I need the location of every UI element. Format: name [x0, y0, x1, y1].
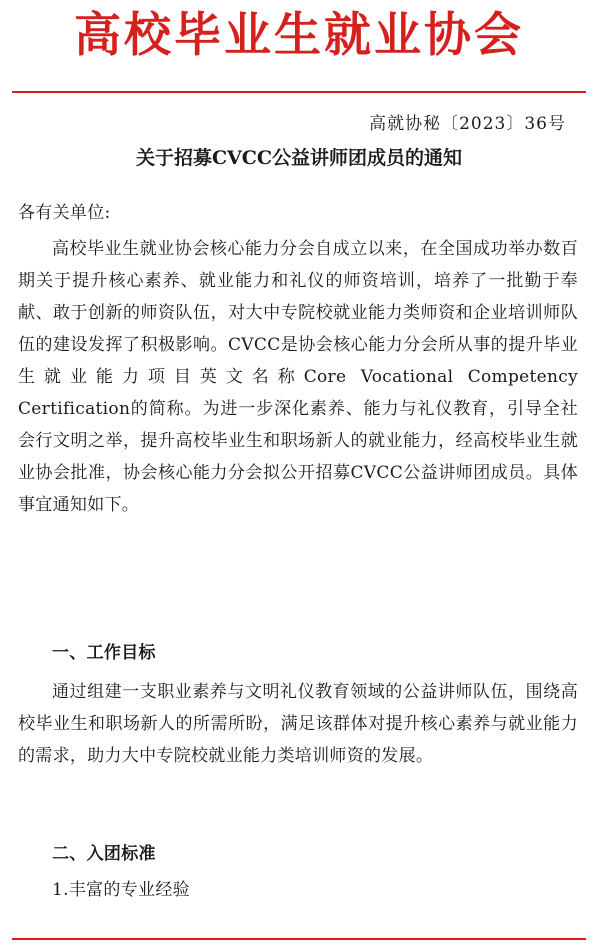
footer-divider	[12, 938, 586, 940]
masthead-divider	[12, 91, 586, 93]
paragraph-intro: 高校毕业生就业协会核心能力分会自成立以来，在全国成功举办数百期关于提升核心素养、就业能力和礼仪的师资培训，培养了一批勤于奉献、敢于创新的师资队伍，对大中专院校就业能力类师资和企业培训师队伍的建设发挥了积极影响。CVCC是协会核心能力分会所从事的提升毕业生就业能力项目英文名称Core Vocational Competency Certification的简称。为进一步深化素养、能力与礼仪教育，引导全社会行文明之举，提升高校毕业生和职场新人的就业能力，经高校毕业生就业协会批准，协会核心能力分会拟公开招募CVCC公益讲师团成员。具体事宜通知如下。	[18, 239, 578, 515]
section-heading-criteria: 二、入团标准	[52, 844, 156, 864]
notice-title: 关于招募CVCC公益讲师团成员的通知	[135, 147, 463, 169]
masthead: 高校毕业生就业协会	[74, 8, 524, 63]
paragraph-goals: 通过组建一支职业素养与文明礼仪教育领域的公益讲师队伍，围绕高校毕业生和职场新人的所需所盼，满足该群体对提升核心素养与就业能力的需求，助力大中专院校就业能力类培训师资的发展。	[18, 682, 578, 766]
salutation: 各有关单位:	[18, 203, 111, 223]
list-item-experience: 1.丰富的专业经验	[52, 880, 190, 900]
section-heading-goals: 一、工作目标	[52, 643, 156, 663]
document-number: 高就协秘〔2023〕36号	[369, 114, 566, 134]
